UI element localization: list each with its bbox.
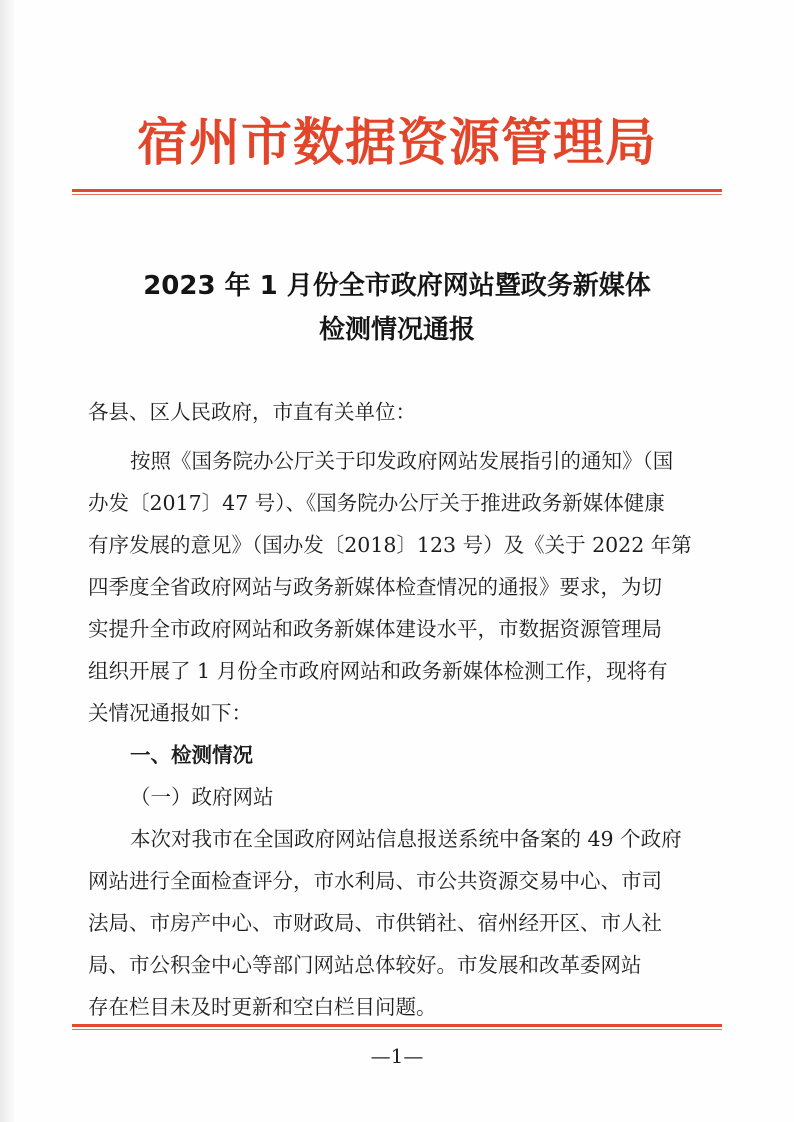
section-heading: 一、检测情况 xyxy=(130,743,253,767)
document-title-line-2: 检测情况通报 xyxy=(318,315,475,345)
footer-divider-thin xyxy=(72,1029,722,1030)
intro-line: 四季度全省政府网站与政务新媒体检查情况的通报》要求，为切 xyxy=(88,575,662,599)
document-title-line-1: 2023 年 1 月份全市政府网站暨政务新媒体 xyxy=(143,271,651,301)
page-number: —1— xyxy=(370,1044,424,1068)
section-body-line: 局、市公积金中心等部门网站总体较好。市发展和改革委网站 xyxy=(88,953,642,977)
intro-line: 实提升全市政府网站和政务新媒体建设水平，市数据资源管理局 xyxy=(88,617,662,641)
section-body-line: 网站进行全面检查评分，市水利局、市公共资源交易中心、市司 xyxy=(88,869,662,893)
letterhead-org-name: 宿州市数据资源管理局 xyxy=(136,113,657,173)
letterhead-divider xyxy=(72,189,722,192)
intro-line: 组织开展了 1 月份全市政府网站和政务新媒体检测工作，现将有 xyxy=(88,659,668,683)
intro-line: 办发〔2017〕47 号）、《国务院办公厅关于推进政务新媒体健康 xyxy=(88,491,665,515)
intro-line: 按照《国务院办公厅关于印发政府网站发展指引的通知》（国 xyxy=(130,449,674,473)
section-body-line: 本次对我市在全国政府网站信息报送系统中备案的 49 个政府 xyxy=(130,827,682,851)
scan-edge-shadow xyxy=(0,0,14,1122)
letterhead-divider-thin xyxy=(72,194,722,195)
intro-line: 有序发展的意见》（国办发〔2018〕123 号）及《关于 2022 年第 xyxy=(88,533,692,557)
section-body-line: 存在栏目未及时更新和空白栏目问题。 xyxy=(88,995,437,1019)
salutation: 各县、区人民政府，市直有关单位： xyxy=(88,400,416,424)
intro-line: 关情况通报如下： xyxy=(88,701,252,725)
footer-divider xyxy=(72,1024,722,1027)
section-body-line: 法局、市房产中心、市财政局、市供销社、宿州经开区、市人社 xyxy=(88,911,662,935)
subsection-heading: （一）政府网站 xyxy=(130,785,274,809)
